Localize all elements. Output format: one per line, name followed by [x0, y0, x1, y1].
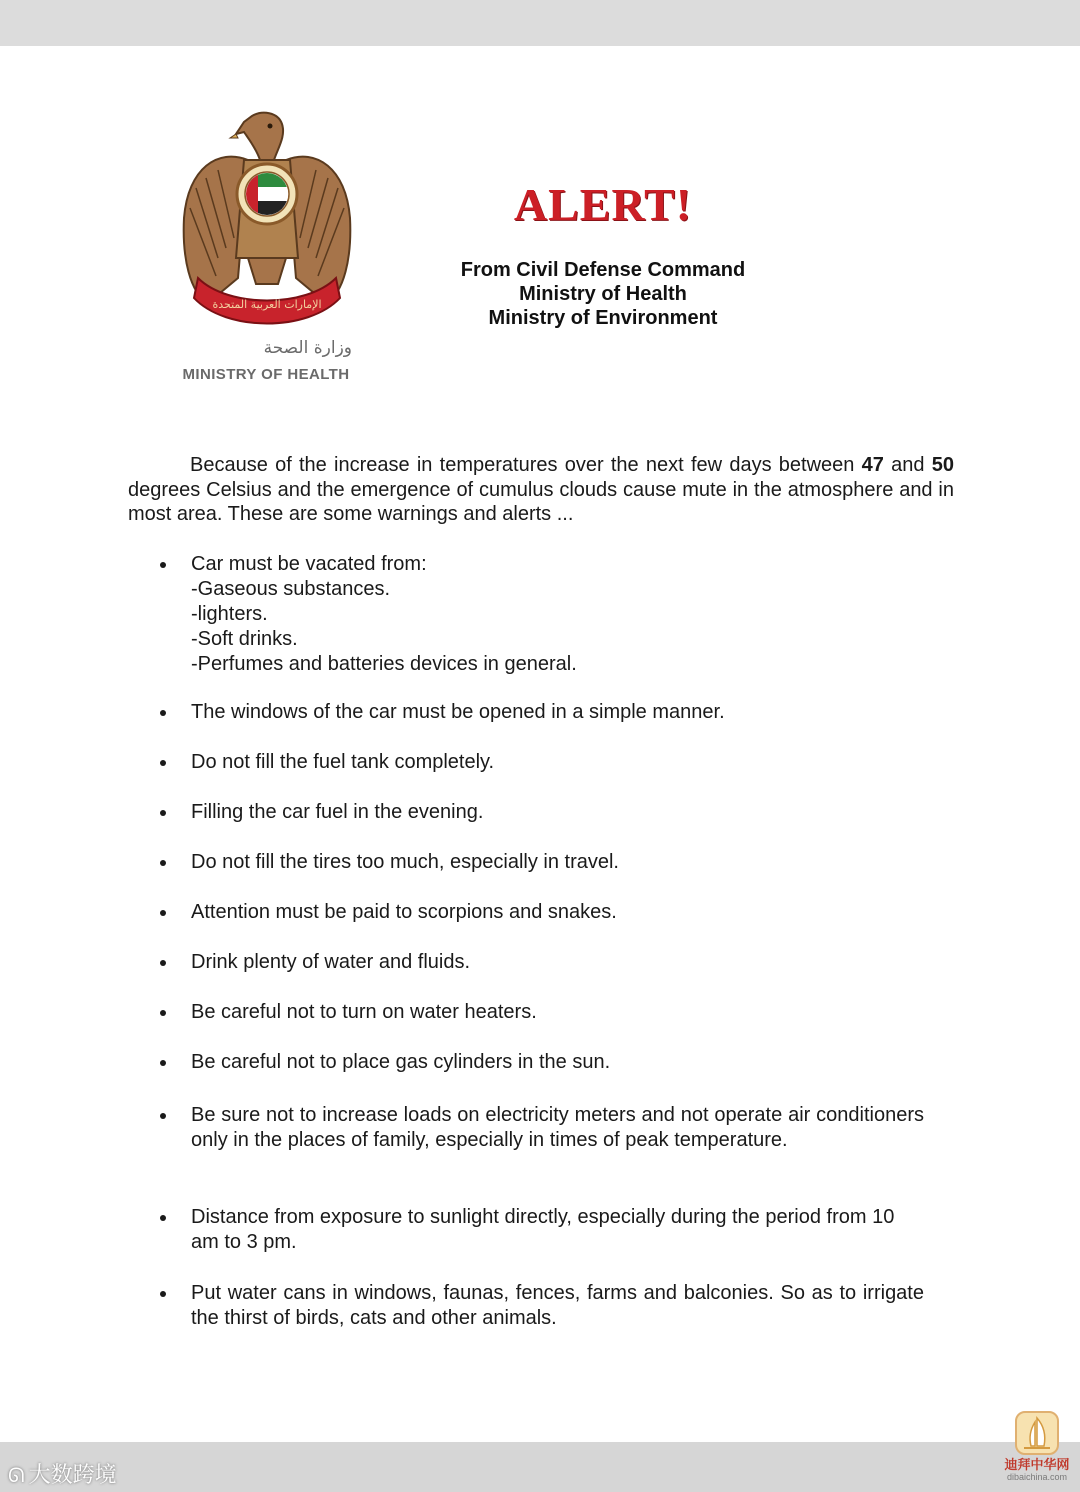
intro-text: degrees Celsius and the emergence of cumulus clouds cause mute in the atmosphere and in most area. These are some warnings and alerts ...: [128, 478, 954, 525]
list-item-text: Car must be vacated from:: [191, 553, 427, 575]
bullet-dot-icon: [160, 1060, 166, 1066]
list-item-subtext: -Soft drinks.: [191, 628, 298, 650]
intro-text: Because of the increase in temperatures over the next few days between: [190, 454, 862, 476]
issuer-line: From Civil Defense Command: [460, 259, 746, 281]
top-margin-band: [0, 0, 1080, 46]
watermark-right-url: dibaichina.com: [1006, 1472, 1068, 1482]
temperature-high: 50: [931, 454, 955, 476]
bullet-dot-icon: [160, 1113, 166, 1119]
list-item-text: Put water cans in windows, faunas, fences, farms and balconies. So as to irrigate the thirst of birds, cats and other animals.: [191, 1282, 924, 1329]
issuer-line: Ministry of Environment: [488, 307, 718, 329]
list-item-text: Attention must be paid to scorpions and snakes.: [191, 901, 617, 923]
issuer-line: Ministry of Health: [519, 283, 687, 305]
emblem-english-caption: MINISTRY OF HEALTH: [182, 366, 350, 383]
watermark-sail-logo-icon: [1014, 1410, 1060, 1456]
intro-text: and: [883, 454, 932, 476]
bullet-dot-icon: [160, 1215, 166, 1221]
list-item-text: Be sure not to increase loads on electricity meters and not operate air conditioners only in the places of family, especially in times of peak temperature.: [191, 1104, 924, 1151]
list-item-text: Drink plenty of water and fluids.: [191, 951, 471, 973]
bullet-dot-icon: [160, 810, 166, 816]
bullet-dot-icon: [160, 960, 166, 966]
bullet-dot-icon: [160, 760, 166, 766]
bullet-dot-icon: [160, 1291, 166, 1297]
watermark-right-text: 迪拜中华网: [1004, 1458, 1070, 1473]
emblem-banner-text: الإمارات العربية المتحدة: [212, 298, 322, 311]
list-item-subtext: -Perfumes and batteries devices in general.: [191, 653, 577, 675]
list-item-text: Be careful not to turn on water heaters.: [191, 1001, 537, 1023]
bullet-dot-icon: [160, 562, 166, 568]
watermark-left: [8, 1458, 117, 1489]
list-item-text: Be careful not to place gas cylinders in the sun.: [191, 1051, 611, 1073]
uae-eagle-emblem-icon: [178, 108, 356, 334]
list-item-text: Distance from exposure to sunlight directly, especially during the period from 10 am to 3 pm.: [191, 1206, 895, 1253]
temperature-low: 47: [861, 454, 884, 476]
bullet-dot-icon: [160, 860, 166, 866]
bullet-dot-icon: [160, 1010, 166, 1016]
bullet-dot-icon: [160, 710, 166, 716]
issuer-block: [432, 258, 774, 330]
list-item-text: Do not fill the tires too much, especially in travel.: [191, 851, 619, 873]
emblem-arabic-text: وزارة الصحة: [263, 338, 352, 358]
list-item-text: The windows of the car must be opened in a simple manner.: [191, 701, 725, 723]
watermark-loop-icon: ᘏ: [8, 1463, 25, 1487]
emblem-arabic-caption: [180, 338, 352, 358]
list-item-text: Do not fill the fuel tank completely.: [191, 751, 495, 773]
alert-title: ALERT!: [513, 179, 693, 230]
watermark-left-text: 大数跨境: [28, 1463, 117, 1488]
bullet-dot-icon: [160, 910, 166, 916]
list-item-text: Filling the car fuel in the evening.: [191, 801, 484, 823]
list-item-subtext: -lighters.: [191, 603, 268, 625]
intro-paragraph: [128, 453, 954, 527]
bottom-margin-band: [0, 1442, 1080, 1492]
list-item-subtext: -Gaseous substances.: [191, 578, 390, 600]
